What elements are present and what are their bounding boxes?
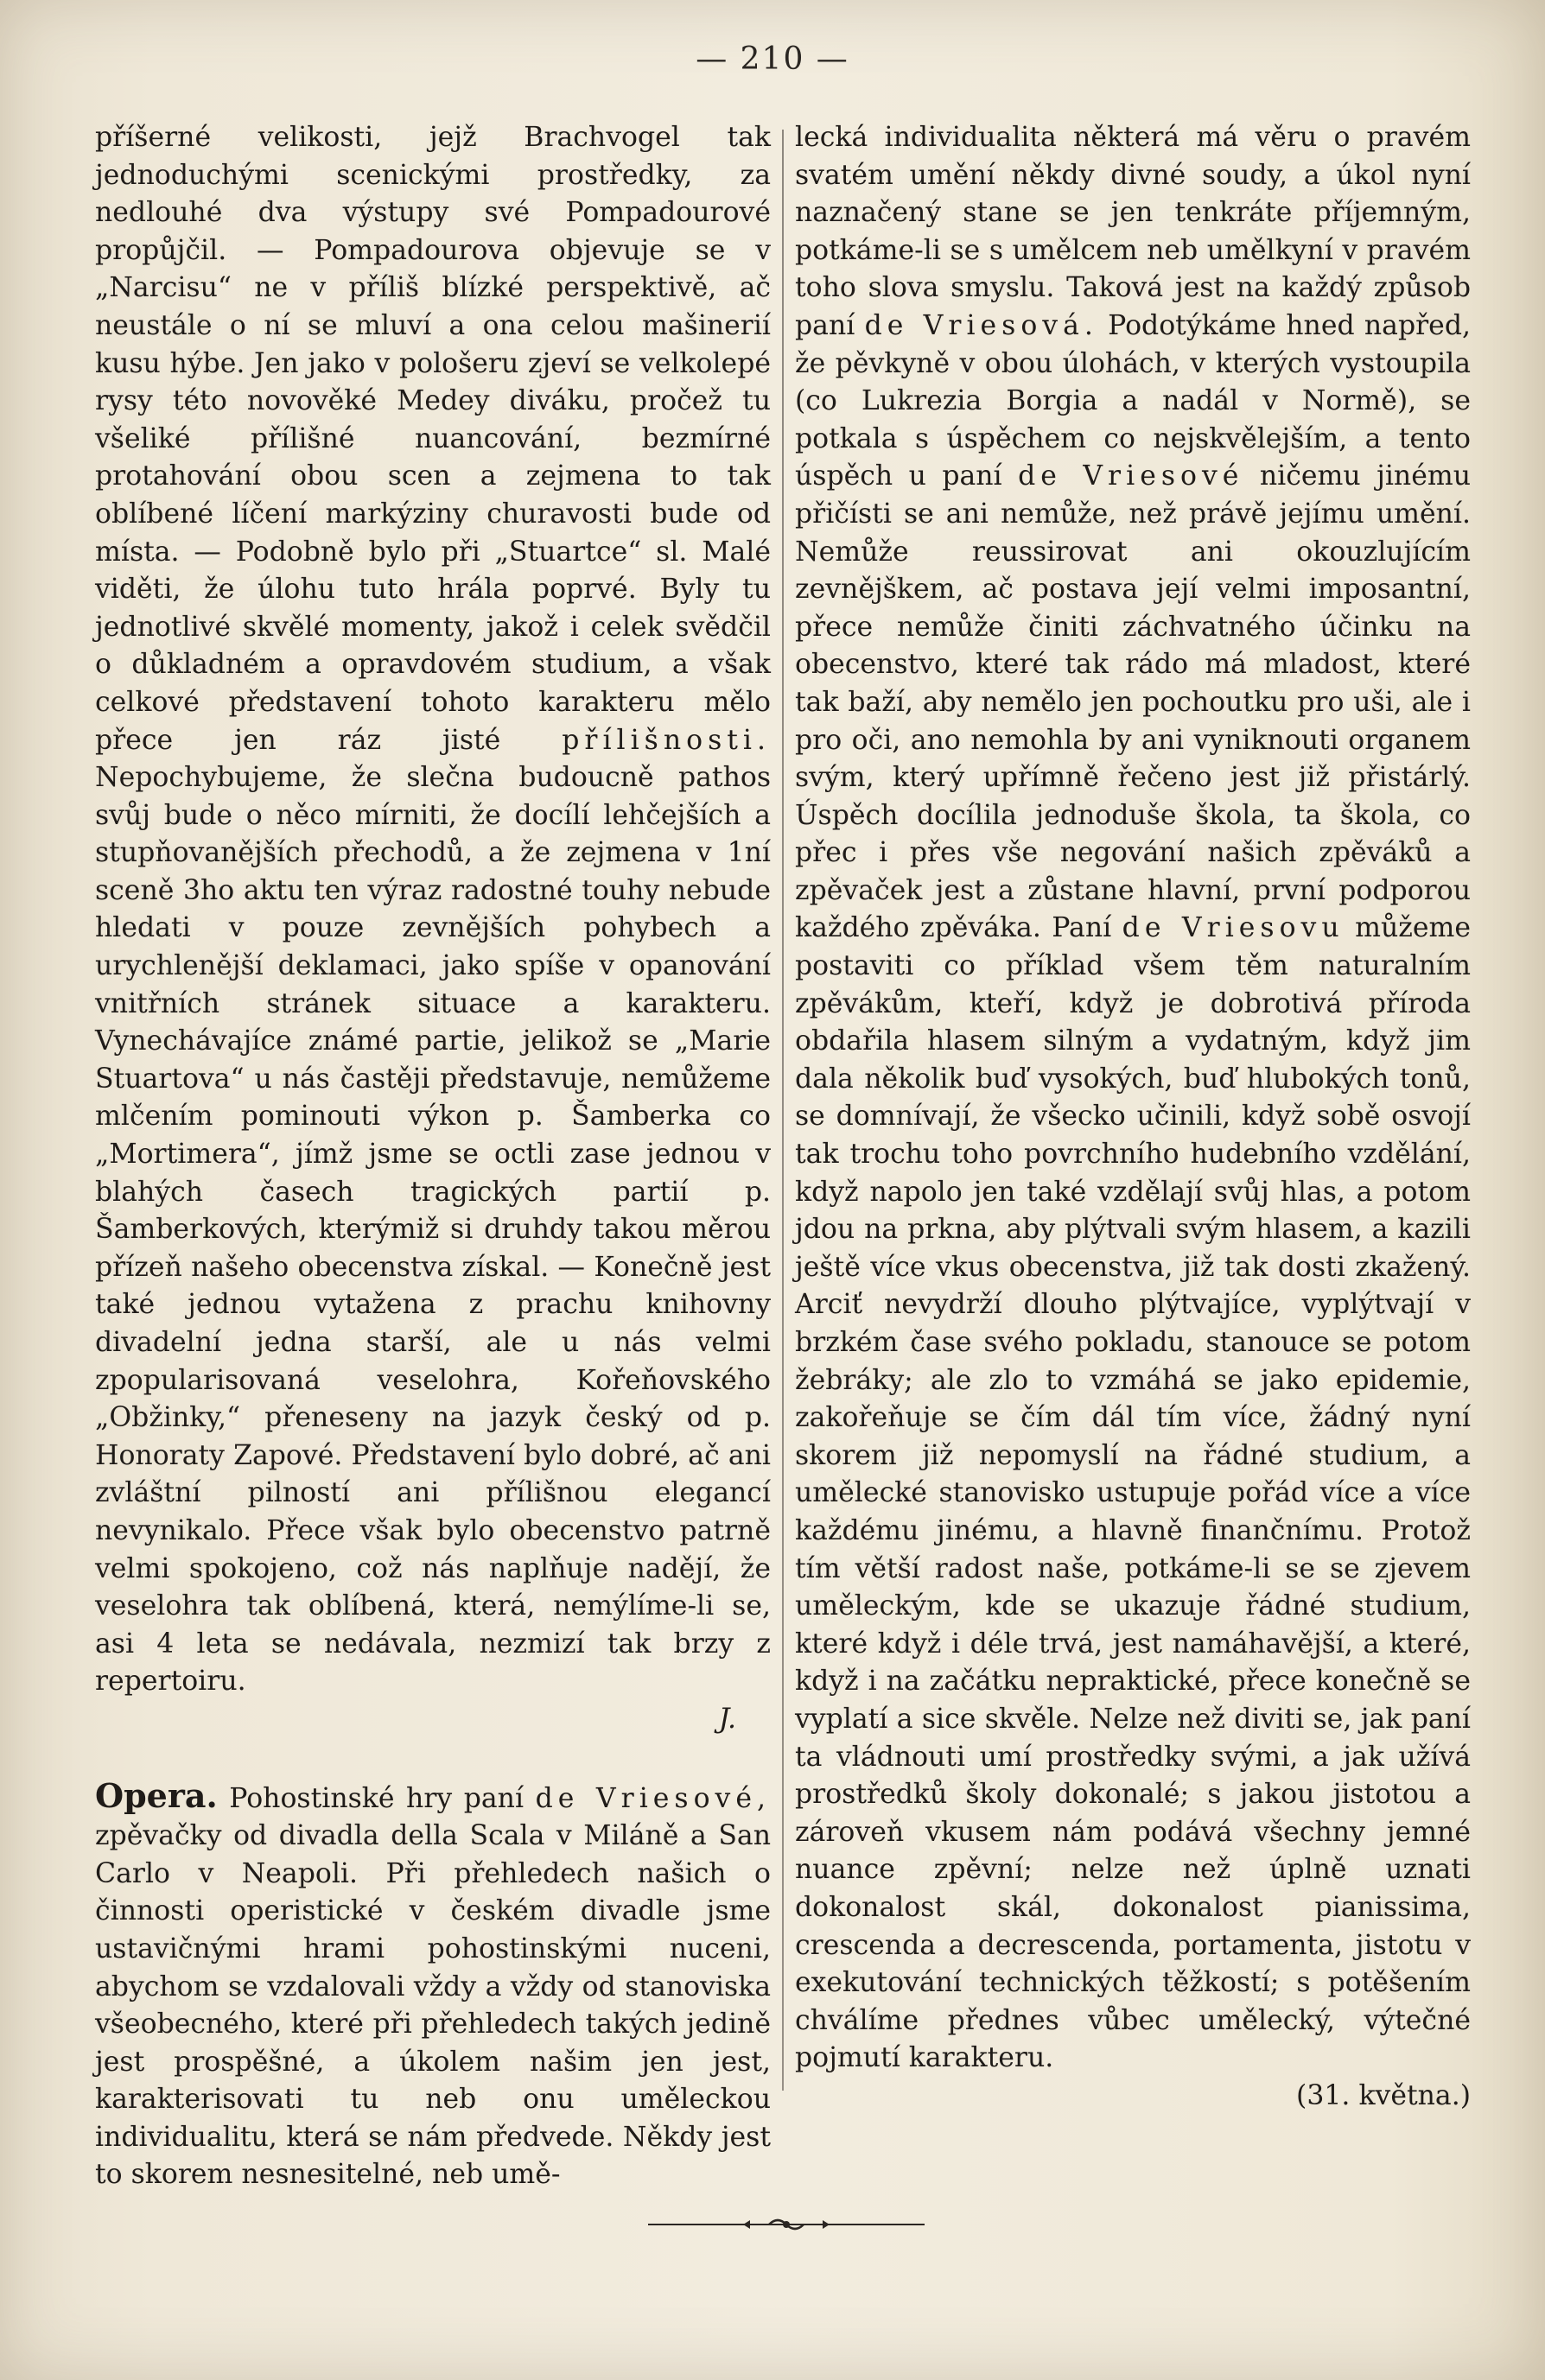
right-paragraph	[795, 119, 1471, 2078]
right-text-2: Podotýkáme hned napřed, že pěvkyně v obou úlohách, v kterých vystoupila (co Lukrezia Borgia a nadál v Normě), se potkala s úspěchem co nejskvělejším, a tento úspěch u paní	[795, 309, 1472, 492]
left-column	[95, 119, 771, 2194]
right-text-4: můžeme postaviti co příklad všem těm naturalním zpěvákům, kteří, když je dobrotivá příroda obdařila hlasem silným a vydatným, když jim dala několik buď vysokých, buď hlubokých tonů, se domnívají, že všecko učinili, když sobě osvojí tak trochu toho povrchního hudebního vzdělání, když napolo jen také vzdělají svůj hlas, a potom jdou na prkna, aby plýtvali svým hlasem, a kazili ještě více vkus obecenstva, již tak dosti zkažený. Arciť nevydrží dlouho plýtvajíce, vyplýtvají v brzkém čase svého pokladu, stanouce se potom žebráky; ale zlo to vzmáhá se jako epidemie, zakořeňuje se čím dál tím více, žádný nyní skorem již nepomyslí na řádné studium, a umělecké stanovisko ustupuje pořád více a více každému jinému, a hlavně finančnímu. Protož tím větší radost naše, potkáme-li se se zjevem uměleckým, kde se ukazuje řádné studium, které když i déle trvá, jest namáhavější, a které, když i na začátku nepraktické, přece konečně se vyplatí a sice skvěle. Nelze než diviti se, jak paní ta vládnouti umí prostředky svými, a jak užívá prostředků školy dokonalé; s jakou jistotou a zároveň vkusem nám podává všechny jemné nuance zpěvní; nelze než úplně uznati dokonalost skál, dokonalost pianissima, crescenda a decrescenda, portamenta, jistotu v exekutování technických těžkostí; s potěšením chválíme přednes vůbec umělecký, výtečné pojmutí karakteru.	[795, 912, 1472, 2074]
opera-text-2: zpěvačky od divadla della Scala v Miláně a San Carlo v Neapoli. Při přehledech našich o činnosti operistické v českém divadle jsme ustavičnými hrami pohostinskými nuceni, abychom se vzdalovali vždy a vždy od stanoviska všeobecného, které při přehledech takých jedině jest prospěšné, a úkolem našim jen jest, karakterisovati tu neb onu uměleckou individualitu, která se nám předvede. Někdy jest to skorem nesnesitelné, neb umě-	[95, 1820, 771, 2191]
opera-paragraph	[95, 1777, 771, 2195]
opera-text-1: Pohostinské hry paní	[229, 1782, 525, 1814]
page-number: — 210 —	[696, 41, 849, 77]
right-text-1: lecká individualita některá má věru o pravém svatém umění někdy divné soudy, a úkol nyní naznačený stane se jen tenkráte příjemným, potkáme-li se s umělcem neb umělkyní v pravém toho slova smyslu. Taková jest na každý způsob paní	[795, 122, 1471, 341]
opera-singer-name: de Vriesové,	[535, 1782, 772, 1814]
right-column	[795, 119, 1471, 2115]
left-spaced-word: přílišnosti.	[562, 724, 772, 756]
review-signature: J.	[718, 1703, 736, 1735]
right-name-3: de Vriesovu	[1122, 912, 1345, 944]
right-name-2: de Vriesové	[1018, 460, 1244, 492]
end-ornament	[639, 2212, 933, 2237]
left-text-2: Nepochybujeme, že slečna budoucně pathos svůj bude o něco mírniti, že docílí lehčejších a stupňovanějších přechodů, a že zejmena v 1ní sceně 3ho aktu ten výraz radostné touhy nebude hledati v pouze zevnějších pohybech a urychlenější deklamaci, jako spíše v opanování vnitřních stránek situace a karakteru. Vynechávajíce známé partie, jelikož se „Marie Stuartova“ u nás častěji představuje, nemůžeme mlčením pominouti výkon p. Šamberka co „Mortimera“, jímž jsme se octli zase jednou v blahých časech tragických partií p. Šamberkových, kterýmiž si druhdy takou měrou přízeň našeho obecenstva získal. — Konečně jest také jednou vytažena z prachu knihovny divadelní jedna starší, ale u nás velmi zpopularisovaná veselohra, Kořeňovského „Obžinky,“ přeneseny na jazyk český od p. Honoraty Zapové. Představení bylo dobré, ač ani zvláštní pilností ani přílišnou elegancí nevynikalo. Přece však bylo obecenstvo patrně velmi spokojeno, což nás naplňuje nadějí, že veselohra tak oblíbená, která, nemýlíme-li se, asi 4 leta se nedávala, nezmizí tak brzy z repertoiru.	[95, 762, 771, 1698]
right-name-1: de Vriesová.	[864, 309, 1098, 341]
section-gap	[95, 1739, 771, 1777]
opera-heading: Opera.	[95, 1775, 218, 1815]
left-text-1: příšerné velikosti, jejž Brachvogel tak jednoduchými scenickými prostředky, za nedlouhé dva výstupy své Pompadourové propůjčil. — Pompadourova objevuje se v „Narcisu“ ne v příliš blízké perspektivě, ač neustále o ní se mluví a ona celou mašinerií kusu hýbe. Jen jako v pološeru zjeví se velkolepé rysy této novověké Medey diváku, pročež tu všeliké přílišné nuancování, bezmírné protahování obou scen a zejmena to tak oblíbené líčení markýziny churavosti bude od místa. — Podobně bylo při „Stuartce“ sl. Malé viděti, že úlohu tuto hrála poprvé. Byly tu jednotlivé skvělé momenty, jakož i celek svědčil o důkladném a opravdovém studium, a však celkové představení tohoto karakteru mělo přece jen ráz jisté	[95, 122, 771, 756]
left-paragraph-1	[95, 119, 771, 1701]
right-text-3: ničemu jinému přičísti se ani nemůže, než právě jejímu umění. Nemůže reussirovat ani okouzlujícím zevnějškem, ač postava její velmi imposantní, přece nemůže činiti záchvatného účinku na obecenstvo, které tak rádo má mladost, které tak baží, aby nemělo jen pochoutku pro uši, ale i pro oči, ano nemohla by ani vyniknouti organem svým, který upřímně řečeno jest již přistárlý. Úspěch docílila jednoduše škola, ta škola, co přec i přes vše negování našich zpěváků a zpěvaček jest a zůstane hlavní, první podporou každého zpěváka. Paní	[795, 460, 1472, 944]
column-divider	[782, 130, 784, 2091]
review-date: (31. května.)	[1296, 2079, 1471, 2111]
